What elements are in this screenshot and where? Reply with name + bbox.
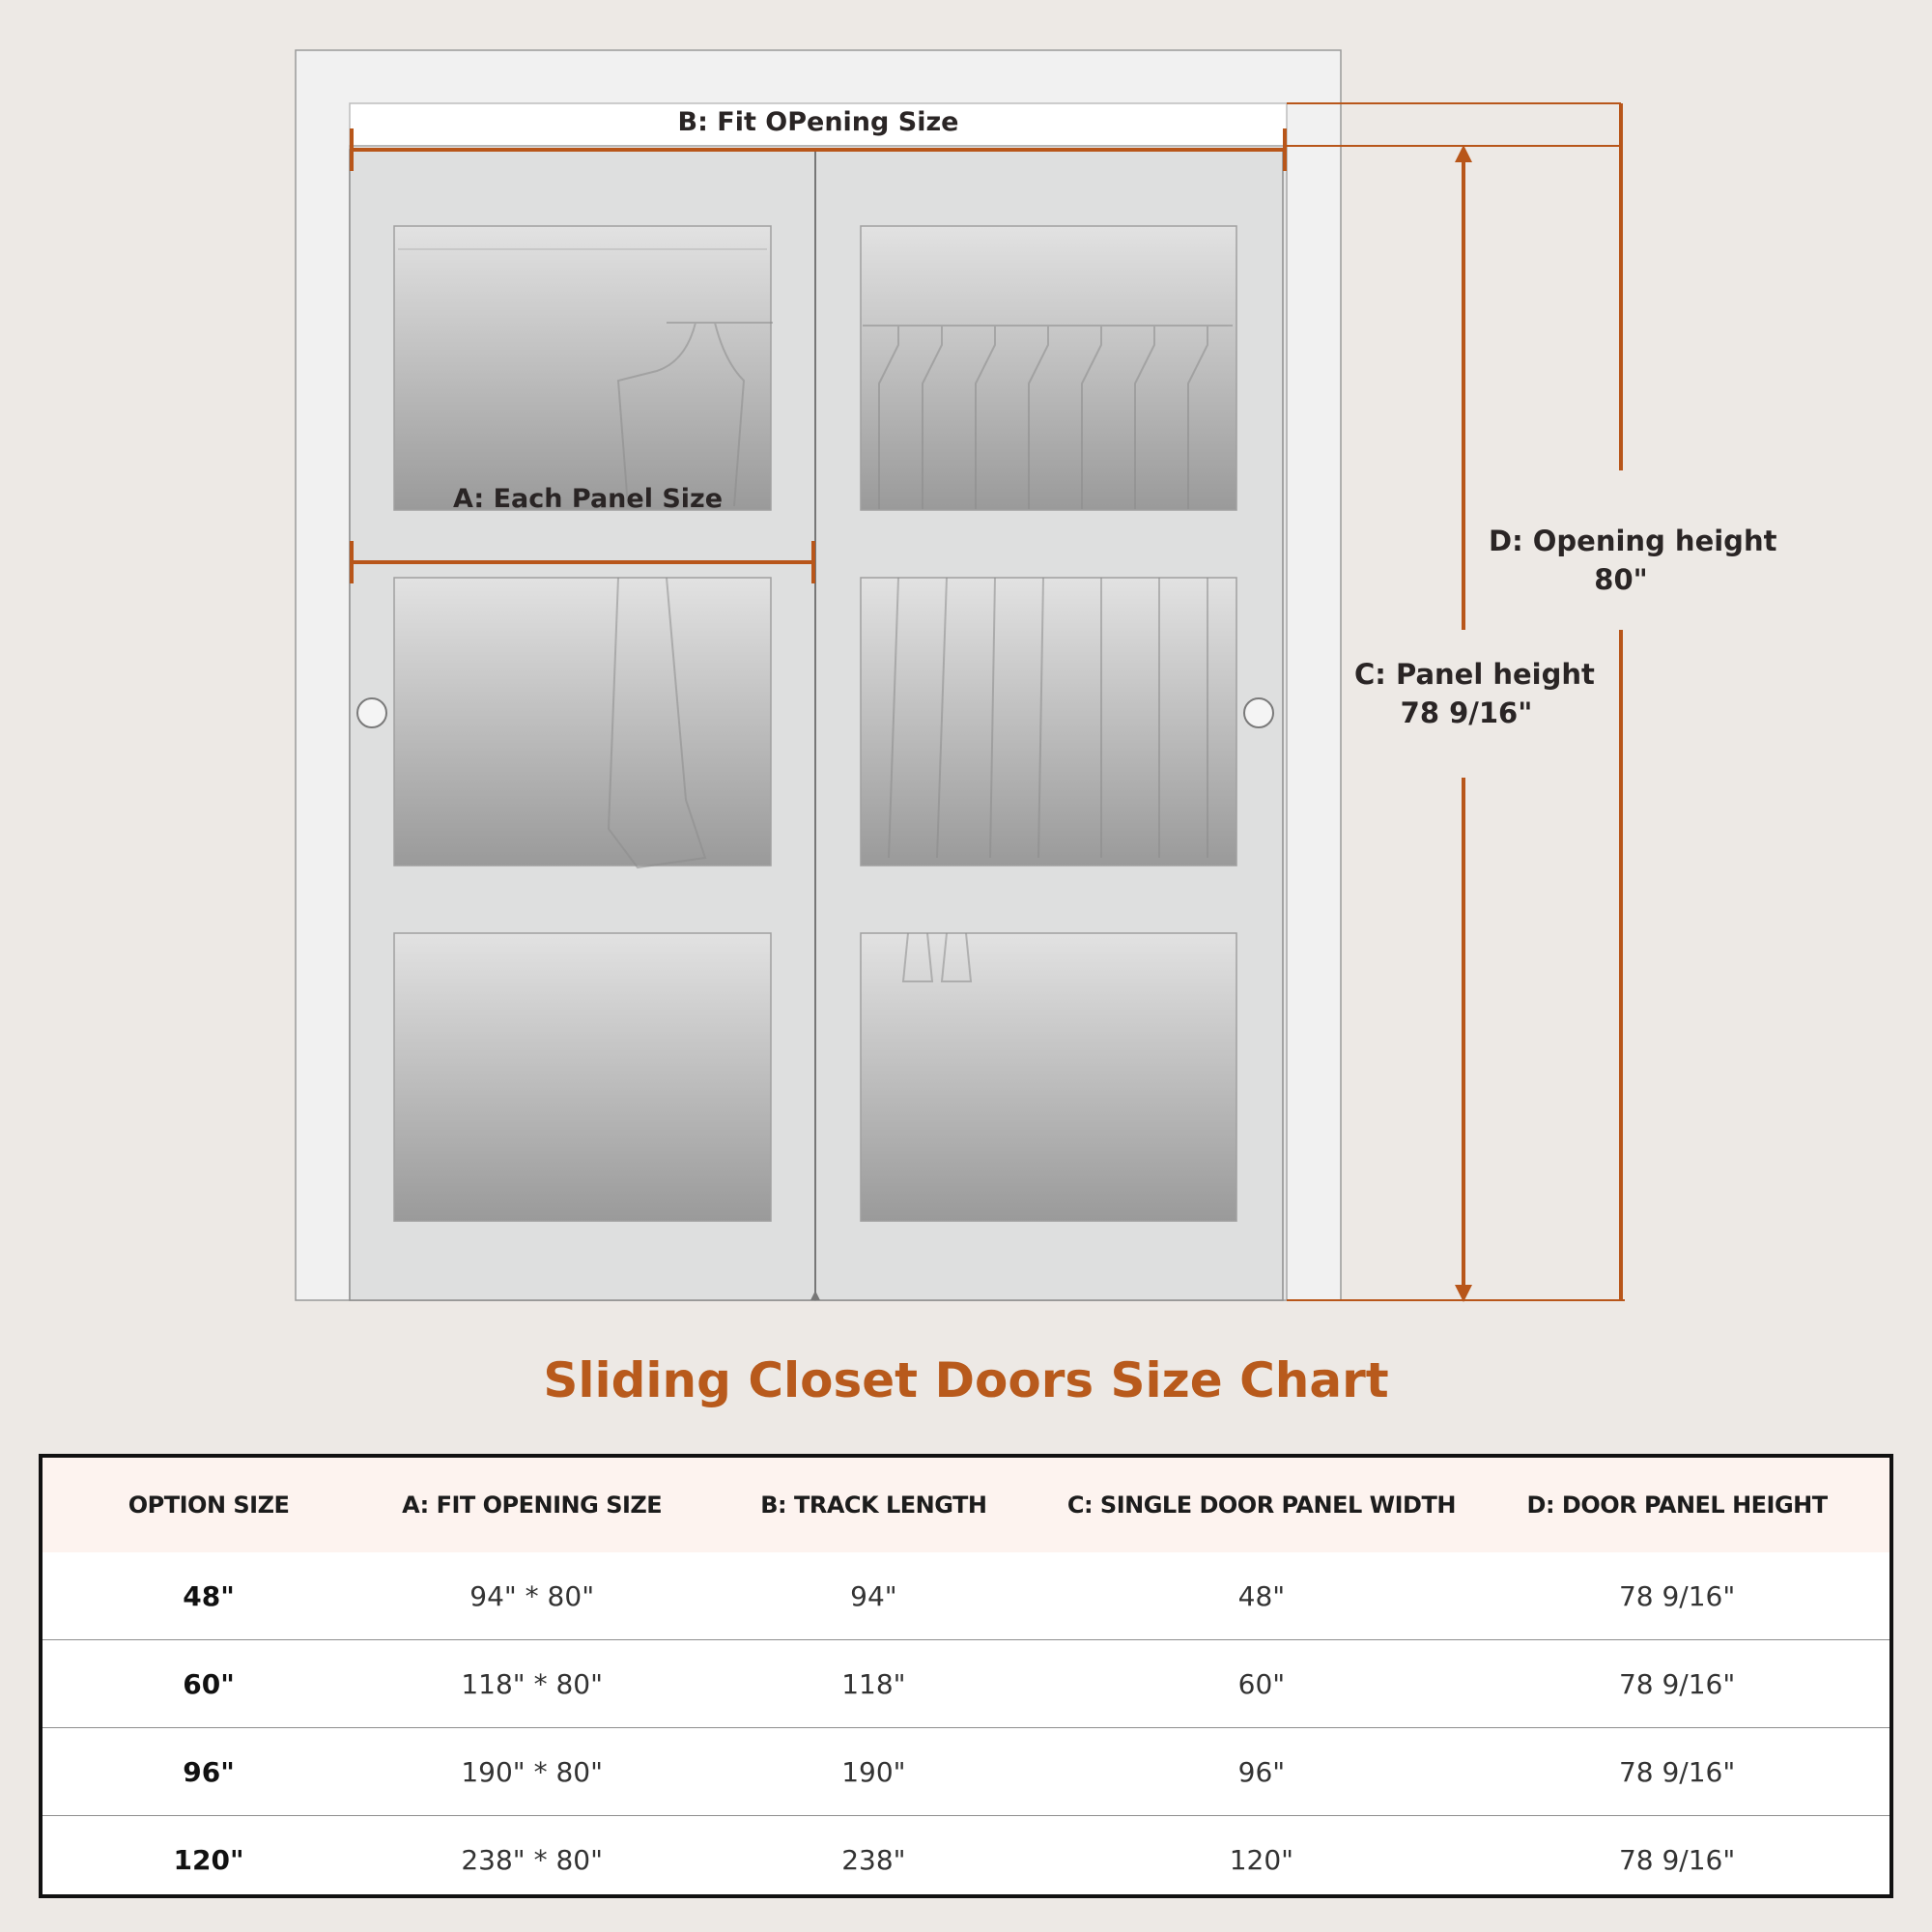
header-track-length: B: TRACK LENGTH xyxy=(689,1458,1058,1552)
label-d-value: 80" xyxy=(1594,563,1648,596)
left-handle-icon xyxy=(357,698,386,727)
table-row xyxy=(43,1552,1889,1640)
cell-fit-opening-size: 190" * 80" xyxy=(375,1728,689,1816)
header-fit-opening-size: A: FIT OPENING SIZE xyxy=(375,1458,689,1552)
cell-track-length: 94" xyxy=(850,1579,897,1612)
label-c-value: 78 9/16" xyxy=(1400,696,1533,729)
table-row xyxy=(43,1816,1889,1904)
cell-panel-height: 78 9/16" xyxy=(1618,1579,1736,1612)
cell-fit-opening-size: 118" * 80" xyxy=(375,1640,689,1728)
cell-option-size: 48" xyxy=(183,1579,235,1612)
table-row xyxy=(43,1728,1889,1816)
cell-track-length: 238" xyxy=(689,1816,1058,1904)
arrow-up-icon xyxy=(1455,145,1472,162)
cell-option-size: 120" xyxy=(43,1816,375,1904)
size-chart-table xyxy=(39,1454,1893,1898)
cell-fit-opening-size: 238" * 80" xyxy=(375,1816,689,1904)
label-a: A: Each Panel Size xyxy=(453,484,724,514)
header-option-size: OPTION SIZE xyxy=(43,1458,375,1552)
right-handle-icon xyxy=(1244,698,1273,727)
cell-fit-opening-size: 94" * 80" xyxy=(469,1579,595,1612)
label-d-name: D: Opening height xyxy=(1489,525,1777,557)
table-row xyxy=(43,1640,1889,1728)
cell-panel-width: 120" xyxy=(1059,1816,1465,1904)
cell-panel-width: 48" xyxy=(1237,1579,1286,1612)
cell-panel-height: 78 9/16" xyxy=(1464,1640,1889,1728)
header-panel-height: D: DOOR PANEL HEIGHT xyxy=(1464,1458,1889,1552)
table-header-row xyxy=(43,1458,1889,1552)
cell-track-length: 118" xyxy=(689,1640,1058,1728)
cell-panel-width: 96" xyxy=(1059,1728,1465,1816)
label-b: B: Fit OPening Size xyxy=(677,107,959,137)
cell-panel-height: 78 9/16" xyxy=(1464,1816,1889,1904)
right-door-panel xyxy=(815,150,1283,1300)
chart-title: Sliding Closet Doors Size Chart xyxy=(543,1352,1389,1408)
cell-option-size: 96" xyxy=(43,1728,375,1816)
cell-panel-height: 78 9/16" xyxy=(1464,1728,1889,1816)
header-panel-width: C: SINGLE DOOR PANEL WIDTH xyxy=(1059,1458,1465,1552)
cell-panel-width: 60" xyxy=(1059,1640,1465,1728)
cell-option-size: 60" xyxy=(43,1640,375,1728)
label-c-name: C: Panel height xyxy=(1354,658,1595,691)
cell-track-length: 190" xyxy=(689,1728,1058,1816)
